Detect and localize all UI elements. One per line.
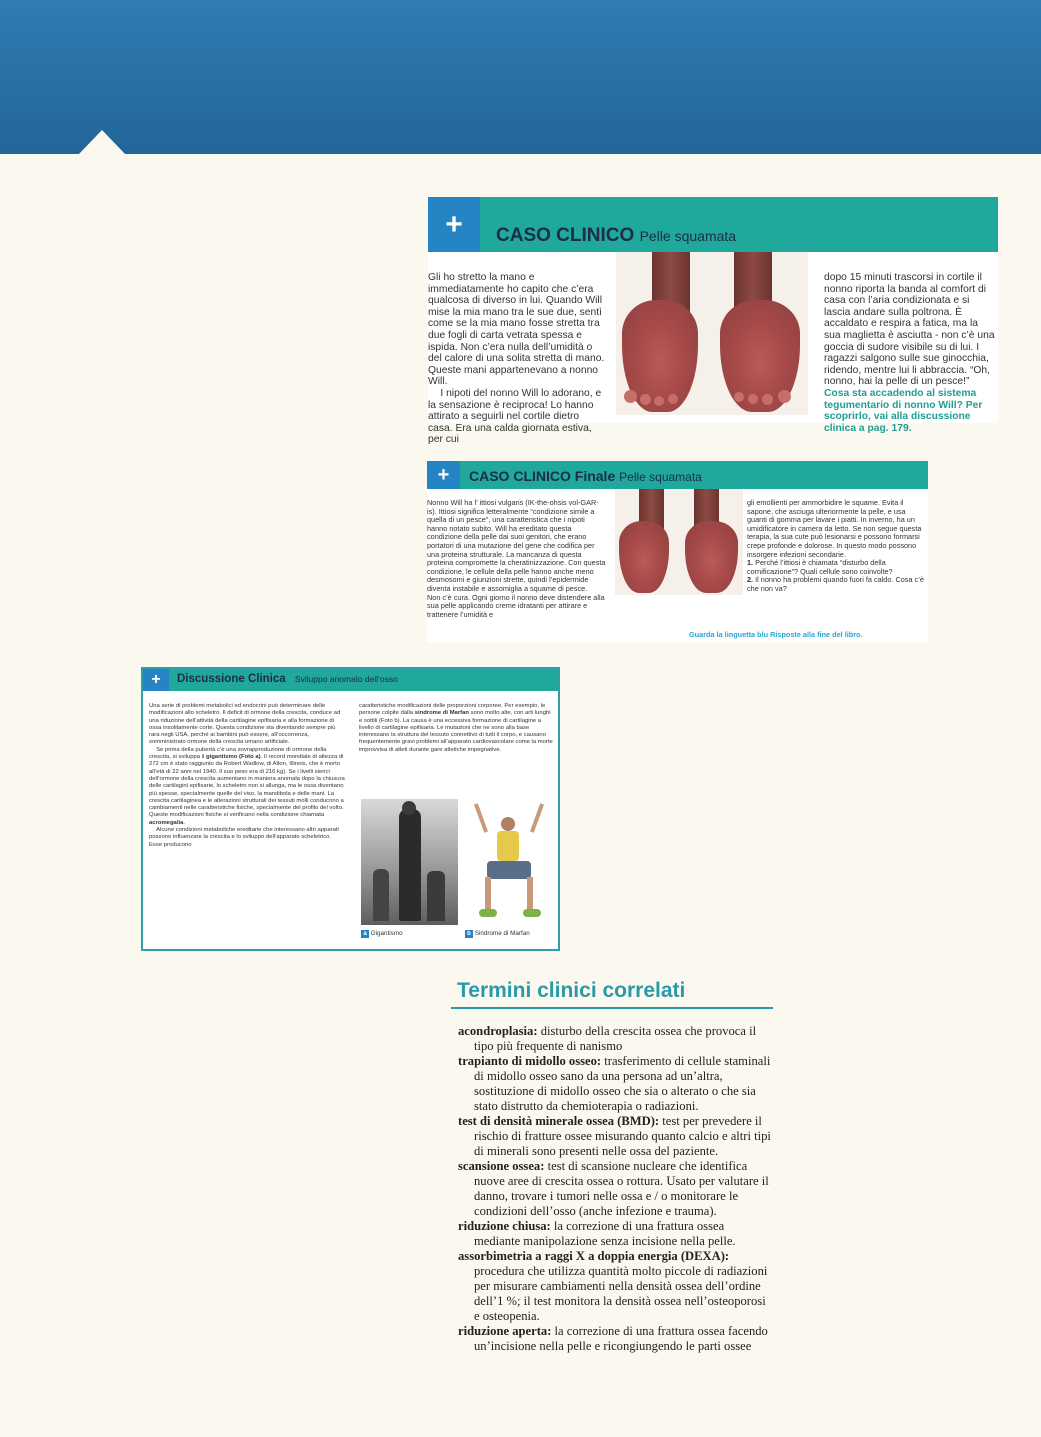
list-item: test di densità minerale ossea (BMD): test per prevedere il rischio di fratture ossee misurando quanto calcio e altri tipi di minerali sono presenti nelle ossa del paziente.	[458, 1114, 771, 1158]
case-final-panel	[427, 461, 928, 642]
case-final-title: CASO CLINICO Finale Pelle squamata	[469, 468, 702, 484]
feet-photo	[616, 252, 808, 415]
terms-divider	[451, 1007, 773, 1009]
terms-list	[458, 1024, 772, 1354]
feet-photo-small	[615, 489, 743, 595]
marfan-photo	[465, 799, 555, 925]
case-left-text: Gli ho stretto la mano e immediatamente ho capito che c’era qualcosa di diverso in lui. Quando Will mise la mia mano tra le sue due, sentì come se la mia mano fosse stretta tra due fogli di carta vetrata spessa e ispida. Non c’era nulla dell’umidità o del calore di una solita stretta di mano. Queste mani appartenevano a nonno Will. I nipoti del nonno Will lo adorano, e la sensazione è reciproca! Lo hanno attirato a seguirli nel cortile dietro casa. Era una calda giornata estiva, per cui	[428, 272, 605, 446]
list-item: riduzione chiusa: la correzione di una frattura ossea mediante manipolazione senza incisione nella pelle.	[458, 1219, 736, 1248]
case-right-text: dopo 15 minuti trascorsi in cortile il nonno riporta la banda al comfort di casa con l’aria condizionata e si lascia andare sulla poltrona. È accaldato e respira a fatica, ma la sua maglietta è asciutta - non c’è una goccia di sudore visibile su di lui. I ragazzi salgono sulle sue ginocchia, ridendo, mentre lui li abbraccia. “Oh, nonno, hai la pelle di un pesce!” Cosa sta accadendo al sistema tegumentario di nonno Will? Per scoprirlo, vai alla discussione clinica a pag. 179.	[824, 272, 995, 434]
answers-link[interactable]: Guarda la linguetta blu Risposte alla fine del libro.	[689, 630, 863, 639]
discussion-left-text: Una serie di problemi metabolici ed endocrini può determinare delle modificazioni allo scheletro. Il deficit di ormone della crescita, conduce ad una riduzione dell’attività della cartilagine epifisaria e alla formazione di ossa insolitamente corte. Questa condizione sta diventando sempre più rara negli USA, perché ai bambini può essere, all’occorrenza, somministrato ormone della crescita umano artificiale. Se prima della pubertà c’è una sovrapproduzione di ormone della crescita, si sviluppa il gigantismo (Foto a). Il record mondiale di altezza di 272 cm è stato raggiunto da Robert Wadlow, di Alton, Illinois, che è morto all’età di 22 anni nel 1940. Il suo peso era di 216 kg). Se i livelli sierici dell’ormone della crescita aumentano in maniera anomala dopo la chiusura delle cartilagini epifisarie, lo scheletro non si allunga, ma le ossa diventano più spesse, specialmente quelle del viso, la mandibola e delle mani. La crescita cartilaginea e le alterazioni strutturali dei tessuti molli conducono a cambiamenti nelle caratteristiche fisiche, specialmente del profilo del volto. Queste modificazioni fisiche si verificano nella condizione chiamata acromegalia. Alcune condizioni metaboliche ereditarie che interessano altri apparati possono influenzare la crescita e lo sviluppo dell’apparato scheletrico. Esse producono	[149, 703, 345, 848]
case-title: CASO CLINICO Pelle squamata	[496, 225, 737, 246]
list-item: scansione ossea: test di scansione nucleare che identifica nuove aree di crescita ossea o rottura. Usato per valutare il danno, trovare i tumori nelle ossa e / o monitorare le condizioni dell’osso (anche infezione e trauma).	[458, 1159, 769, 1218]
list-item: trapianto di midollo osseo: trasferimento di cellule staminali di midollo osseo sano da una persona ad un’altra, sostituzione di midollo osseo che sia o alterato o che sia stato distrutto da chemioterapia o radiazioni.	[458, 1054, 771, 1113]
header-banner	[0, 0, 1041, 154]
case-final-right-text: gli emollienti per ammorbidire le squame. Evita il sapone, che asciuga ulteriormente la pelle, e usa guanti di gomma per lavare i piatti. In inverno, ha un umidificatore in camera da letto. Se non segue questa terapia, la sua cute può lesionarsi e possono formarsi crepe profonde e dolorose. In questo modo possono insorgere infezioni secondarie. 1. Perché l’ittiosi è chiamata “disturbo della cornificazione”? Quali cellule sono coinvolte? 2. Il nonno ha problemi quando fuori fa caldo. Cosa c’è che non va?	[747, 498, 924, 593]
banner-notch	[78, 130, 126, 155]
related-terms-panel	[449, 976, 775, 1353]
clinical-discussion-panel	[141, 667, 560, 951]
case-clinico-panel	[428, 197, 998, 446]
list-item: acondroplasia: disturbo della crescita ossea che provoca il tipo più frequente di nanismo	[458, 1024, 757, 1053]
plus-icon: +	[427, 461, 460, 489]
list-item: assorbimetria a raggi X a doppia energia (DEXA): procedura che utilizza quantità molto piccole di radiazioni per misurare cambiamenti nella densità ossea dell’ordine dell’1 %; il test monitora la densità ossea nell’osteoporosi e osteopenia.	[458, 1249, 768, 1323]
discussion-title: Discussione Clinica Sviluppo anomalo dell’osso	[177, 673, 398, 685]
terms-title: Termini clinici correlati	[457, 979, 686, 1002]
plus-icon: +	[143, 669, 169, 691]
plus-icon: +	[428, 197, 480, 252]
case-final-left-text: Nonno Will ha l’ ittiosi vulgaris (IK-the-ohsis vol-GAR-is). Ittiosi significa letteralmente “condizione simile a quella di un pesce”, una caratteristica che i nipoti hanno notato subito. Will ha ereditato questa condizione della pelle dai suoi genitori, che erano portatori di una mutazione del gene che codifica per una proteina strutturale. La mancanza di questa proteina compromette la cheratinizzazione. Con questa condizione, le cellule della pelle hanno anche meno desmosomi e giunzioni strette, quindi l’epidermide diventa instabile e assomiglia a squame di pesce. Non c’è cura. Ogni giorno il nonno deve distendere alla sua pelle applicando creme idratanti per attirare e trattenere l’umidità e	[427, 498, 606, 619]
discussion-right-text: caratteristiche modificazioni delle proporzioni corporee. Per esempio, le persone colpite dalla sindrome di Marfan sono molto alte, con arti lunghi e sottili (Foto b). La causa è una eccessiva formazione di cartilagine a livello di cartilagine epifisaria. Le mutazioni che ne sono alla base interessano la struttura del tessuto connettivo di tutti il corpo, e causano frequentemente gravi problemi all’apparato cardiovascolare come la morte improvvisa di atleti durante gare atletiche impegnative.	[359, 703, 553, 753]
gigantism-photo	[361, 799, 458, 925]
caption-gigantism: a Gigantismo	[361, 930, 461, 938]
caption-marfan: b Sindrome di Marfan	[465, 930, 557, 938]
list-item: riduzione aperta: la correzione di una frattura ossea facendo un’incisione nella pelle e ricongiungendo le parti ossee	[458, 1324, 768, 1353]
